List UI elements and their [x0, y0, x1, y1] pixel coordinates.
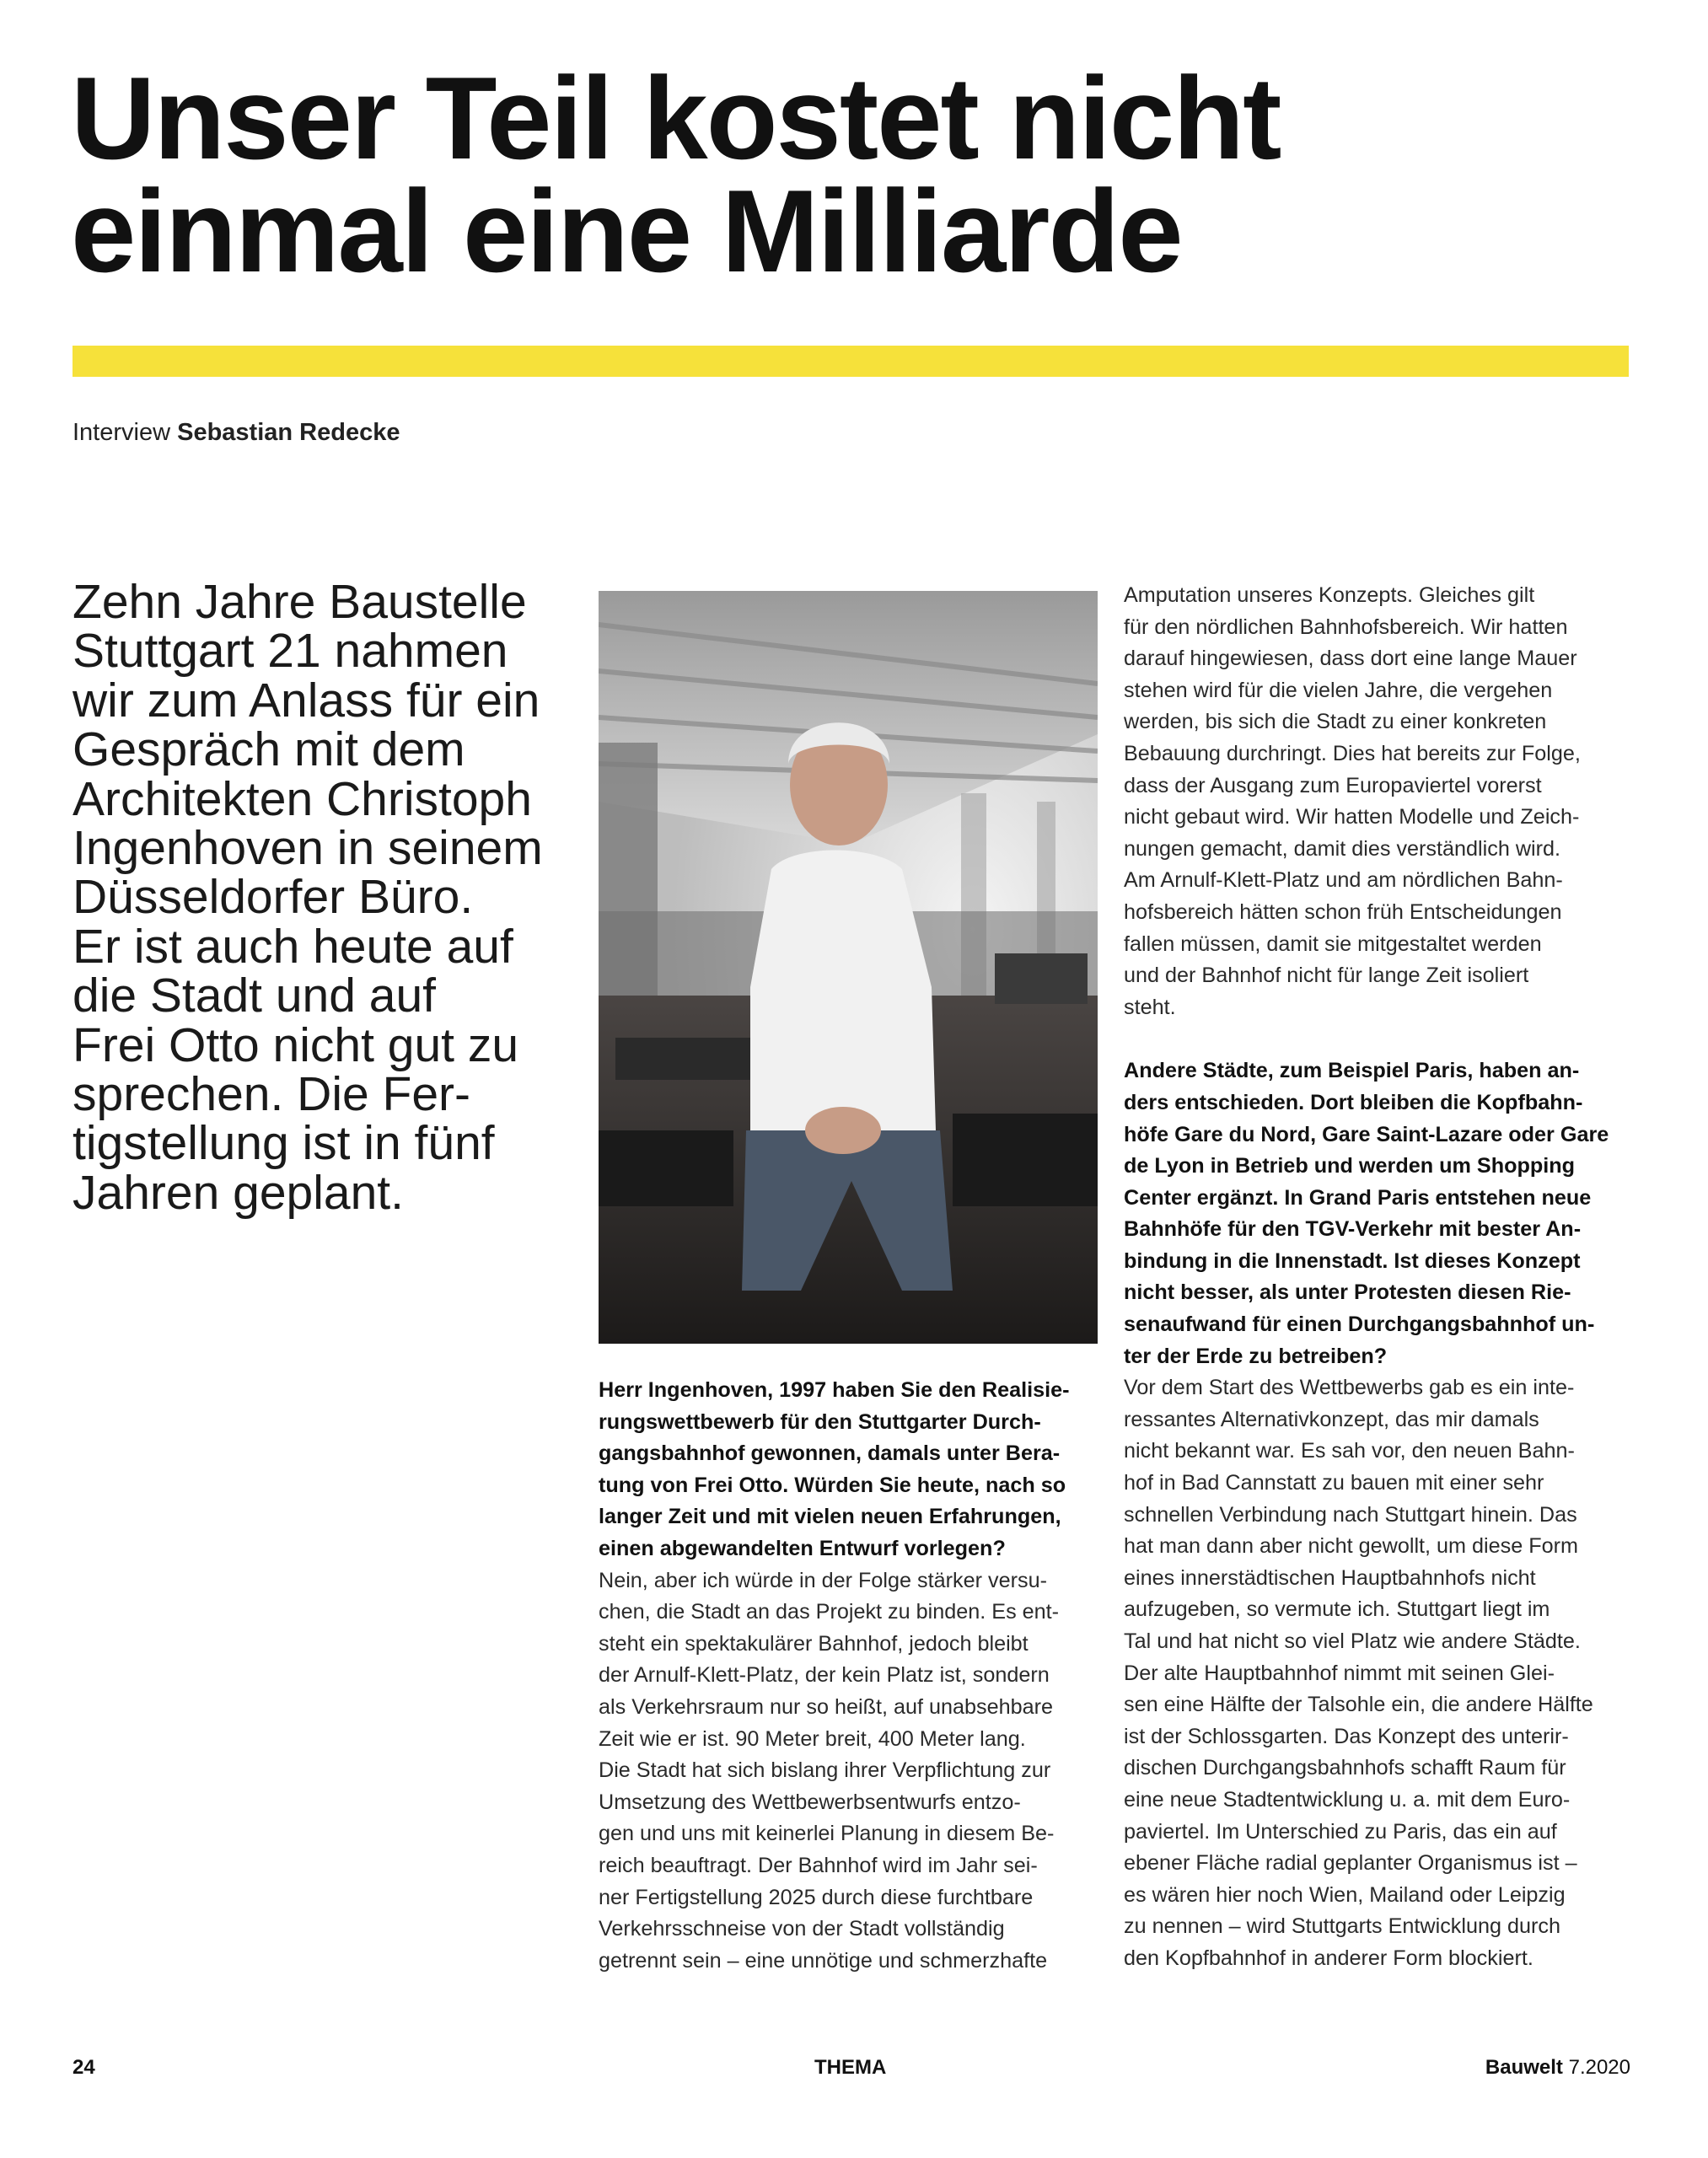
answer-line: der Arnulf-Klett-Platz, der kein Platz ist, sondern	[599, 1663, 1050, 1688]
byline	[73, 417, 400, 448]
yellow-divider	[73, 346, 1629, 377]
answer-line: schnellen Verbindung nach Stuttgart hinein. Das	[1124, 1502, 1577, 1527]
intro-line: Er ist auch heute auf	[73, 919, 513, 974]
answer-line: ist der Schlossgarten. Das Konzept des unterir-	[1124, 1724, 1569, 1748]
answer-line: eines innerstädtischen Hauptbahnhofs nicht	[1124, 1565, 1536, 1590]
intro-line: tigstellung ist in fünf	[73, 1116, 495, 1171]
answer-line: es wären hier noch Wien, Mailand oder Leipzig	[1124, 1882, 1566, 1907]
question-line: langer Zeit und mit vielen neuen Erfahrungen,	[599, 1505, 1061, 1529]
question-line: einen abgewandelten Entwurf vorlegen?	[599, 1536, 1006, 1560]
answer-line: zu nennen – wird Stuttgarts Entwicklung durch	[1124, 1914, 1561, 1939]
intro-line: Stuttgart 21 nahmen	[73, 624, 508, 679]
answer-line: Amputation unseres Konzepts. Gleiches gilt	[1124, 583, 1535, 607]
answer-line: nicht bekannt war. Es sah vor, den neuen Bahn-	[1124, 1439, 1575, 1463]
answer-line: ner Fertigstellung 2025 durch diese furchtbare	[599, 1885, 1034, 1909]
paragraph-gap	[1124, 1023, 1630, 1055]
page-number: 24	[73, 2056, 95, 2079]
answer-line: Der alte Hauptbahnhof nimmt mit seinen Glei-	[1124, 1661, 1555, 1685]
answer-line: dass der Ausgang zum Europaviertel vorerst	[1124, 773, 1542, 797]
intro-line: wir zum Anlass für ein	[73, 673, 540, 727]
intro-line: die Stadt und auf	[73, 969, 437, 1023]
answer-line: aufzugeben, so vermute ich. Stuttgart liegt im	[1124, 1597, 1550, 1622]
answer-line: Verkehrsschneise von der Stadt vollständig	[599, 1917, 1005, 1941]
answer-line: nicht gebaut wird. Wir hatten Modelle und Zeich-	[1124, 805, 1580, 829]
answer-line: steht.	[1124, 995, 1176, 1019]
question-line: senaufwand für einen Durchgangsbahnhof un-	[1124, 1313, 1595, 1337]
answer-line: darauf hingewiesen, dass dort eine lange Mauer	[1124, 647, 1577, 671]
answer-line: reich beauftragt. Der Bahnhof wird im Jahr sei-	[599, 1853, 1038, 1877]
answer-line: Zeit wie er ist. 90 Meter breit, 400 Meter lang.	[599, 1726, 1026, 1751]
question-line: nicht besser, als unter Protesten diesen Rie-	[1124, 1280, 1571, 1305]
answer-line: sen eine Hälfte der Talsohle ein, die andere Hälfte	[1124, 1693, 1593, 1717]
answer-line: hof in Bad Cannstatt zu bauen mit einer sehr	[1124, 1471, 1544, 1495]
intro-line: Zehn Jahre Baustelle	[73, 575, 527, 629]
question-line: ter der Erde zu betreiben?	[1124, 1344, 1388, 1368]
byline-author: Sebastian Redecke	[177, 419, 400, 446]
question-line: Center ergänzt. In Grand Paris entstehen neue	[1124, 1185, 1592, 1210]
column-right	[1124, 580, 1630, 1975]
question-line: höfe Gare du Nord, Gare Saint-Lazare oder Gare	[1124, 1122, 1609, 1146]
section-label: THEMA	[814, 2056, 887, 2079]
answer-line: dischen Durchgangsbahnhofs schafft Raum für	[1124, 1756, 1566, 1780]
answer-line: Bebauung durchringt. Dies hat bereits zur Folge,	[1124, 741, 1581, 765]
answer-line: getrennt sein – eine unnötige und schmerzhafte	[599, 1948, 1048, 1973]
intro-line: Gespräch mit dem	[73, 722, 465, 777]
answer-line: nungen gemacht, damit dies verständlich wird.	[1124, 836, 1561, 861]
headline	[71, 53, 1639, 297]
question-line: bindung in die Innenstadt. Ist dieses Konzept	[1124, 1248, 1581, 1273]
intro-paragraph	[73, 575, 587, 1220]
question-line: Andere Städte, zum Beispiel Paris, haben an-	[1124, 1059, 1580, 1083]
question-line: de Lyon in Betrieb und werden um Shopping	[1124, 1154, 1576, 1178]
answer-line: stehen wird für die vielen Jahre, die vergehen	[1124, 678, 1553, 702]
answer-line: fallen müssen, damit sie mitgestaltet werden	[1124, 931, 1542, 956]
answer-1	[599, 1565, 1104, 1978]
answer-line: Nein, aber ich würde in der Folge stärker versu-	[599, 1568, 1047, 1592]
answer-1-continuation	[1124, 580, 1630, 1023]
answer-line: werden, bis sich die Stadt zu einer konkreten	[1124, 710, 1547, 734]
answer-line: gen und uns mit keinerlei Planung in diesem Be-	[599, 1822, 1055, 1846]
question-2	[1124, 1055, 1630, 1372]
answer-line: Tal und hat nicht so viel Platz wie andere Städte.	[1124, 1629, 1581, 1653]
question-line: gangsbahnhof gewonnen, damals unter Bera-	[599, 1441, 1061, 1466]
answer-line: ressantes Alternativkonzept, das mir damals	[1124, 1407, 1539, 1431]
answer-line: hofsbereich hätten schon früh Entscheidungen	[1124, 899, 1562, 924]
answer-line: und der Bahnhof nicht für lange Zeit isoliert	[1124, 964, 1529, 988]
answer-line: hat man dann aber nicht gewollt, um diese Form	[1124, 1534, 1579, 1559]
intro-line: Jahren geplant.	[73, 1165, 404, 1220]
question-line: Bahnhöfe für den TGV-Verkehr mit bester An-	[1124, 1217, 1582, 1242]
byline-prefix: Interview	[73, 419, 171, 446]
answer-line: paviertel. Im Unterschied zu Paris, das ein auf	[1124, 1819, 1557, 1844]
answer-line: Vor dem Start des Wettbewerbs gab es ein inte-	[1124, 1376, 1575, 1400]
headline-line-1: Unser Teil kostet nicht	[71, 53, 1281, 184]
magazine-name: Bauwelt	[1485, 2056, 1563, 2079]
question-1	[599, 1375, 1104, 1565]
answer-line: eine neue Stadtentwicklung u. a. mit dem Euro-	[1124, 1787, 1571, 1812]
issue-number: 7.2020	[1568, 2056, 1630, 2079]
answer-line: chen, die Stadt an das Projekt zu binden. Es ent-	[599, 1600, 1060, 1624]
intro-line: Frei Otto nicht gut zu	[73, 1017, 519, 1072]
answer-line: Am Arnulf-Klett-Platz und am nördlichen Bahn-	[1124, 868, 1563, 893]
answer-line: als Verkehrsraum nur so heißt, auf unabsehbare	[599, 1694, 1054, 1719]
office-portrait-image	[599, 591, 1098, 1344]
answer-line: Umsetzung des Wettbewerbsentwurfs entzo-	[599, 1790, 1021, 1814]
headline-line-2: einmal eine Milliarde	[71, 166, 1182, 297]
intro-line: sprechen. Die Fer-	[73, 1067, 471, 1122]
intro-line: Architekten Christoph	[73, 771, 532, 826]
answer-2	[1124, 1372, 1630, 1974]
question-line: tung von Frei Otto. Würden Sie heute, nach so	[599, 1473, 1066, 1497]
question-line: ders entschieden. Dort bleiben die Kopfbahn-	[1124, 1090, 1583, 1114]
question-line: Herr Ingenhoven, 1997 haben Sie den Realisie-	[599, 1378, 1070, 1402]
magazine-issue	[1485, 2055, 1630, 2080]
answer-line: Die Stadt hat sich bislang ihrer Verpflichtung zur	[599, 1758, 1051, 1783]
answer-line: steht ein spektakulärer Bahnhof, jedoch bleibt	[599, 1631, 1029, 1656]
column-left	[599, 1375, 1104, 1977]
answer-line: ebener Fläche radial geplanter Organismus ist –	[1124, 1851, 1577, 1876]
question-line: rungswettbewerb für den Stuttgarter Durch-	[599, 1409, 1041, 1434]
answer-line: für den nördlichen Bahnhofsbereich. Wir hatten	[1124, 615, 1568, 639]
answer-line: den Kopfbahnhof in anderer Form blockiert.	[1124, 1946, 1533, 1970]
intro-line: Düsseldorfer Büro.	[73, 870, 474, 925]
intro-line: Ingenhoven in seinem	[73, 821, 543, 876]
portrait-photo	[599, 591, 1098, 1344]
